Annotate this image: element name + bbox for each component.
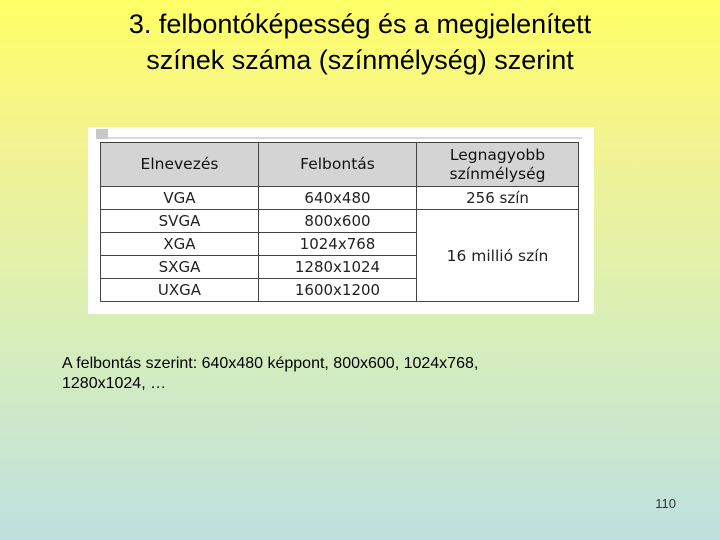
body-text-line-2: 1280x1024, …: [62, 375, 167, 392]
header-resolution: Felbontás: [259, 143, 417, 187]
cell-resolution: 800x600: [259, 210, 417, 233]
header-color-depth-line-1: Legnagyobb: [449, 145, 546, 164]
slide-title: [0, 6, 720, 78]
cell-resolution: 1024x768: [259, 233, 417, 256]
cell-color-depth-merged: 16 millió szín: [417, 210, 579, 302]
cell-name: XGA: [101, 233, 259, 256]
cell-name: VGA: [101, 187, 259, 210]
title-line-2: színek száma (színmélység) szerint: [146, 45, 574, 75]
cell-color-depth: 256 szín: [417, 187, 579, 210]
table-row: [101, 210, 579, 233]
body-text-line-1: A felbontás szerint: 640x480 képpont, 800x600, 1024x768,: [62, 355, 479, 372]
corner-decoration: [96, 129, 108, 139]
body-text: [62, 354, 622, 394]
cell-name: SVGA: [101, 210, 259, 233]
cell-resolution: 1600x1200: [259, 279, 417, 302]
cell-resolution: 1280x1024: [259, 256, 417, 279]
header-name: Elnevezés: [101, 143, 259, 187]
cell-name: UXGA: [101, 279, 259, 302]
header-color-depth: [417, 143, 579, 187]
top-rule: [108, 137, 582, 139]
cell-name: SXGA: [101, 256, 259, 279]
title-line-1: 3. felbontóképesség és a megjelenített: [128, 9, 592, 39]
resolution-table: [100, 142, 579, 302]
cell-resolution: 640x480: [259, 187, 417, 210]
page-number: 110: [655, 496, 676, 511]
table-header-row: [101, 143, 579, 187]
resolution-table-image: [88, 127, 594, 314]
header-color-depth-line-2: színmélység: [449, 164, 546, 183]
table-row: [101, 187, 579, 210]
